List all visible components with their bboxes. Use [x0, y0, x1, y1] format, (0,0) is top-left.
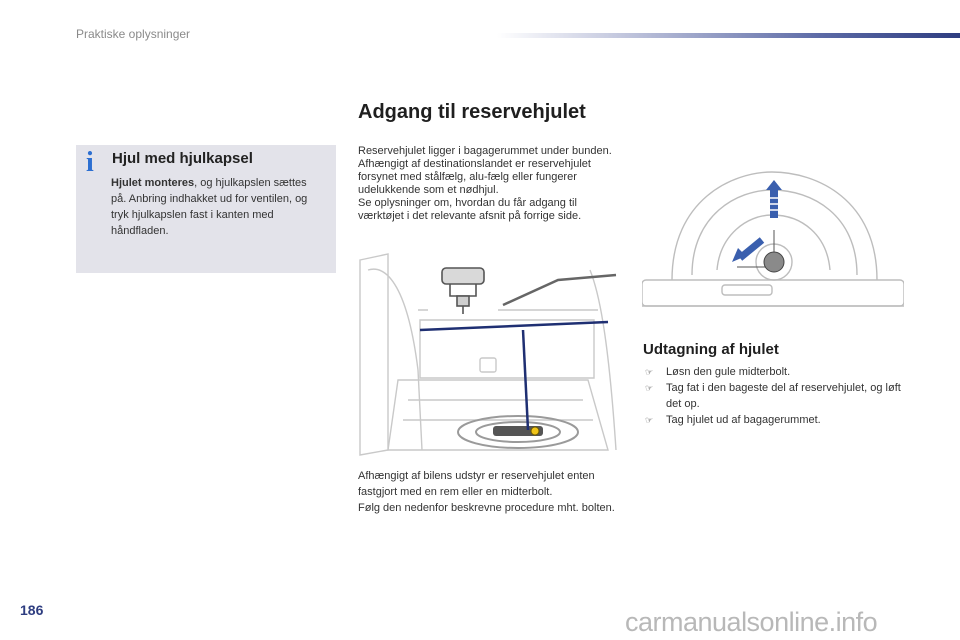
removal-steps-list: [643, 364, 905, 428]
list-item: [643, 412, 905, 428]
list-item: [643, 364, 905, 380]
page-number: 186: [20, 602, 44, 618]
mounting-paragraph: Afhængigt af bilens udstyr er reservehjulet enten fastgjort med en rem eller en midterbolt.: [358, 470, 595, 498]
intro-text: [358, 145, 620, 223]
list-item: [643, 380, 905, 412]
hand-pointer-icon: ☞: [645, 367, 654, 377]
trunk-spare-wheel-illustration: [358, 250, 620, 460]
info-box-text-rest: , og hjulkapslen sættes på. Anbring indhakket ud for ventilen, og tryk hjulkapslen fast i kanten med håndfladen.: [111, 177, 308, 237]
removal-title: Udtagning af hjulet: [643, 341, 779, 358]
info-box-text: [111, 175, 323, 239]
info-box: [76, 145, 336, 273]
watermark: carmanualsonline.info: [625, 607, 878, 637]
info-box-title: Hjul med hjulkapsel: [112, 150, 253, 167]
info-box-text-bold: Hjulet monteres: [111, 177, 195, 189]
intro-paragraph: Afhængigt af destinationslandet er reservehjulet forsynet med stålfælg, alu-fælg eller fungerer udelukkende som et nødhjul.: [358, 158, 591, 196]
spare-wheel-bolt-illustration: [642, 160, 904, 320]
hand-pointer-icon: ☞: [645, 415, 654, 425]
page-title: Adgang til reservehjulet: [358, 101, 586, 123]
step-text: Tag hjulet ud af bagagerummet.: [666, 414, 821, 426]
header-gradient-bar: [497, 33, 960, 38]
mounting-paragraph: Følg den nedenfor beskrevne procedure mht. bolten.: [358, 502, 615, 514]
intro-paragraph: Se oplysninger om, hvordan du får adgang til værktøjet i det relevante afsnit på forrige side.: [358, 197, 582, 222]
hand-pointer-icon: ☞: [645, 383, 654, 393]
step-text: Tag fat i den bageste del af reservehjulet, og løft det op.: [666, 382, 901, 410]
intro-paragraph: Reservehjulet ligger i bagagerummet under bunden.: [358, 145, 612, 157]
step-text: Løsn den gule midterbolt.: [666, 366, 791, 378]
info-icon: i: [86, 147, 94, 178]
mounting-info-text: [358, 468, 620, 516]
section-title: Praktiske oplysninger: [76, 27, 191, 41]
